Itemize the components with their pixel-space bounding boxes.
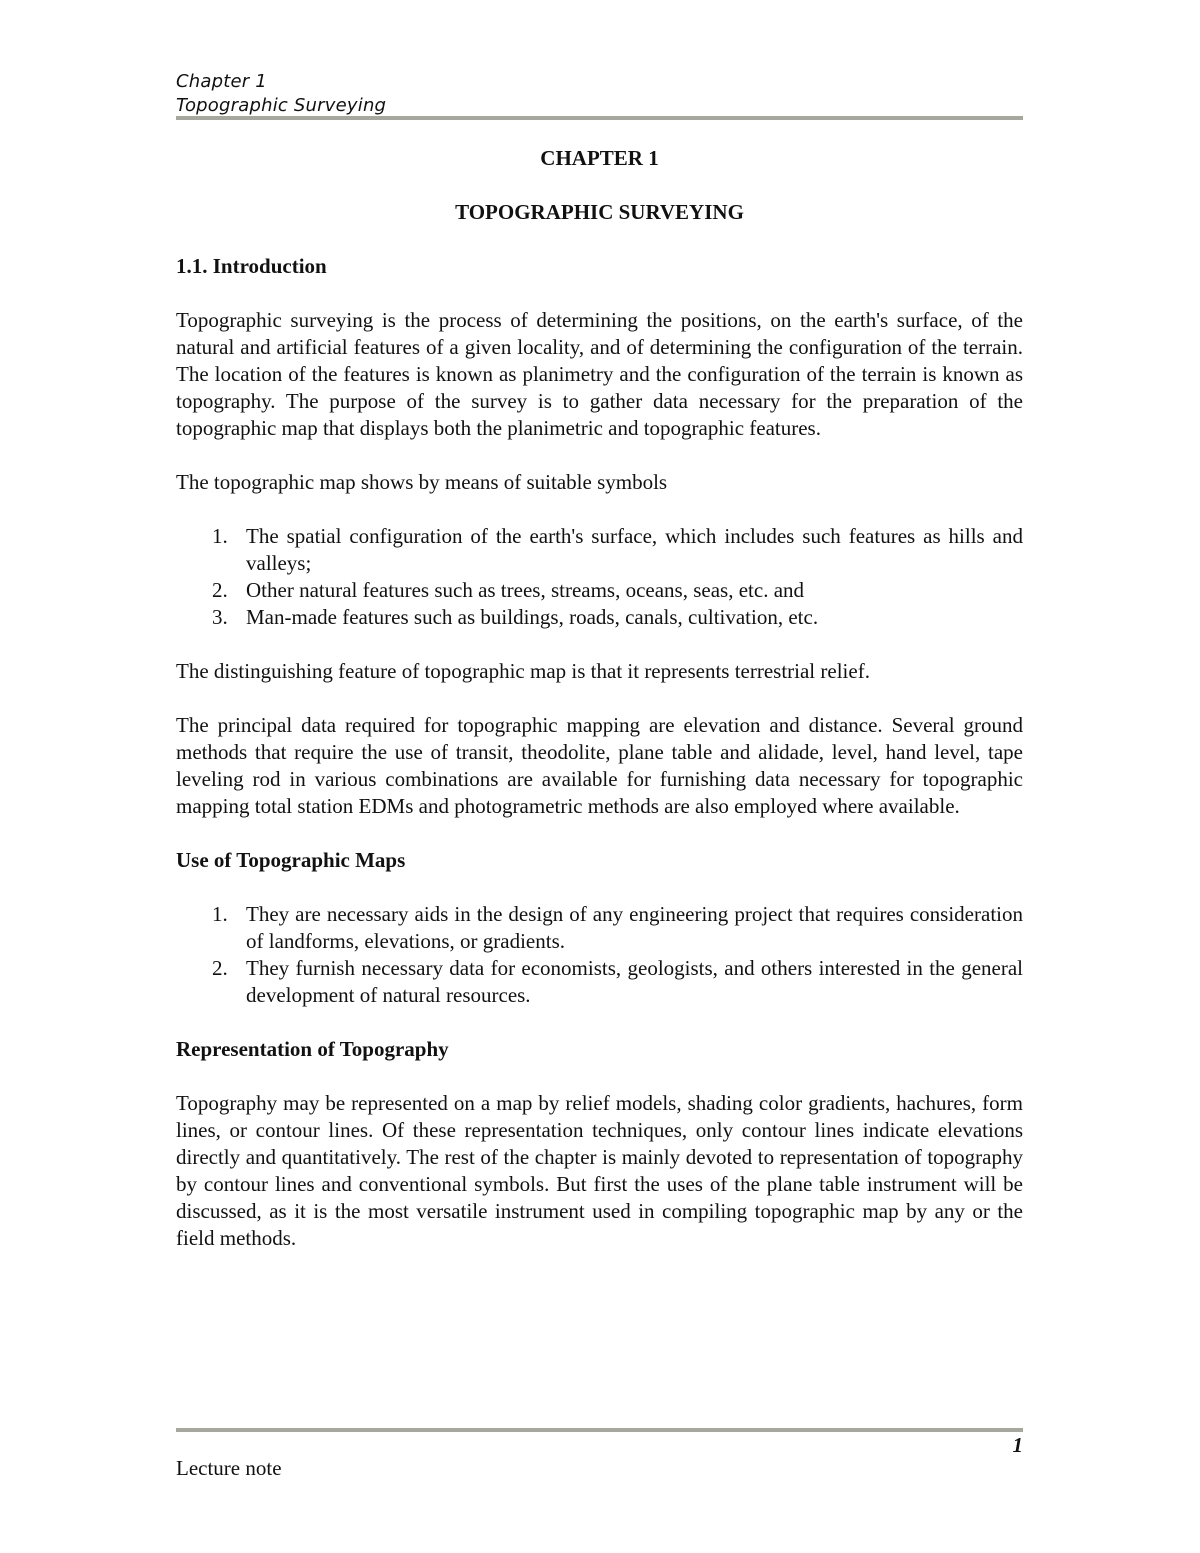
list-number: 3. (212, 605, 228, 629)
representation-paragraph: Topography may be represented on a map by relief models, shading color gradients, hachures, form lines, or contour lines. Of these representation techniques, only contour lines indicate elevations directly and quantitatively. The rest of the chapter is mainly devoted to representation of topography by contour lines and conventional symbols. But first the uses of the plane table instrument will be discussed, as it is the most versatile instrument used in compiling topographic map by any or the field methods. (176, 1091, 1023, 1250)
section-heading-representation: Representation of Topography (176, 1037, 449, 1061)
header-chapter: Chapter 1 (176, 71, 267, 92)
list-item-text: They furnish necessary data for economists, geologists, and others interested in the general development of natural resources. (246, 956, 1023, 1007)
list-item-text: Other natural features such as trees, streams, oceans, seas, etc. and (246, 578, 805, 602)
footer-divider (176, 1428, 1023, 1432)
list-item (176, 523, 1023, 577)
list-lead-text: The topographic map shows by means of suitable symbols (176, 470, 668, 494)
header-divider (176, 116, 1023, 120)
list-number: 1. (212, 524, 228, 548)
list-number: 2. (212, 578, 228, 602)
list-item-text: The spatial configuration of the earth's surface, which includes such features as hills and valleys; (246, 524, 1023, 575)
section-heading-introduction: 1.1. Introduction (176, 254, 327, 278)
running-header (176, 70, 1023, 118)
chapter-title: CHAPTER 1 (540, 146, 659, 170)
footer-note: Lecture note (176, 1456, 282, 1480)
uses-list (176, 901, 1023, 1009)
section-heading-uses: Use of Topographic Maps (176, 848, 406, 872)
list-item (176, 604, 1023, 631)
page-number: 1 (1012, 1433, 1023, 1457)
list-item-text: Man-made features such as buildings, roads, canals, cultivation, etc. (246, 605, 819, 629)
chapter-subtitle: TOPOGRAPHIC SURVEYING (455, 200, 744, 224)
list-item (176, 901, 1023, 955)
list-number: 2. (212, 956, 228, 980)
list-item-text: They are necessary aids in the design of any engineering project that requires consideration of landforms, elevations, or gradients. (246, 902, 1023, 953)
page-body (176, 143, 1023, 1252)
header-topic: Topographic Surveying (176, 95, 387, 116)
distinguishing-paragraph: The distinguishing feature of topographic map is that it represents terrestrial relief. (176, 659, 870, 683)
list-item (176, 577, 1023, 604)
intro-paragraph: Topographic surveying is the process of determining the positions, on the earth's surface, of the natural and artificial features of a given locality, and of determining the configuration of the terrain. The location of the features is known as planimetry and the configuration of the terrain is known as topography. The purpose of the survey is to gather data necessary for the preparation of the topographic map that displays both the planimetric and topographic features. (176, 308, 1023, 440)
principal-data-paragraph: The principal data required for topographic mapping are elevation and distance. Several ground methods that require the use of transit, theodolite, plane table and alidade, level, hand level, tape leveling rod in various combinations are available for furnishing data necessary for topographic mapping total station EDMs and photogrametric methods are also employed where available. (176, 713, 1023, 818)
symbols-list (176, 523, 1023, 631)
list-item (176, 955, 1023, 1009)
list-number: 1. (212, 902, 228, 926)
